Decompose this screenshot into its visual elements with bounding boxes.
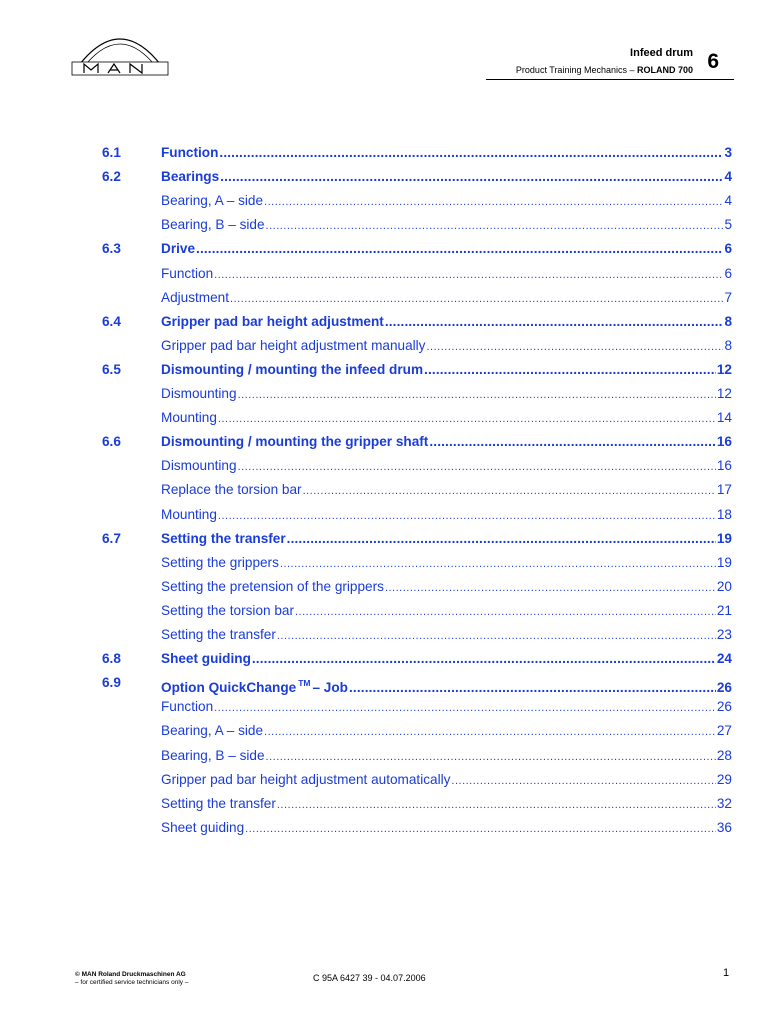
toc-page-number: 18	[716, 506, 732, 522]
toc-dot-leader	[426, 337, 723, 357]
toc-entry-label-text: Gripper pad bar height adjustment automatically	[161, 771, 451, 787]
toc-entry-label-text: Gripper pad bar height adjustment	[161, 313, 384, 329]
toc-entry-label-suffix: – Job	[312, 680, 348, 696]
toc-section-number: 6.4	[102, 313, 121, 329]
toc-dot-leader	[451, 771, 715, 791]
toc-entry-label-text: Dismounting / mounting the gripper shaft	[161, 434, 429, 450]
toc-dot-leader	[219, 143, 723, 163]
toc-entry[interactable]	[0, 312, 768, 332]
toc-entry-label	[161, 818, 244, 838]
toc-section-number: 6.9	[102, 675, 121, 691]
toc-entry-label	[161, 408, 217, 428]
toc-dot-leader	[303, 481, 716, 501]
toc-entry-body	[161, 456, 732, 477]
toc-entry-label-text: Dismounting	[161, 386, 237, 401]
toc-entry-body	[161, 384, 732, 405]
toc-entry-label	[161, 746, 265, 766]
toc-entry-label	[161, 625, 276, 645]
toc-page-number: 16	[716, 434, 732, 450]
toc-page-number: 29	[716, 771, 732, 787]
toc-page-number: 19	[716, 554, 732, 570]
toc-entry[interactable]	[0, 191, 768, 211]
toc-entry[interactable]	[0, 215, 768, 235]
toc-entry-label-text: Setting the transfer	[161, 795, 276, 811]
toc-entry[interactable]	[0, 456, 768, 476]
toc-entry-body	[161, 408, 732, 429]
toc-entry-body	[161, 673, 732, 698]
footer-copyright-line2: – for certified service technicians only –	[75, 979, 189, 986]
toc-entry-label-text: Adjustment	[161, 289, 230, 305]
toc-page-number: 12	[716, 386, 732, 401]
toc-entry-label	[161, 673, 348, 698]
trademark-superscript: TM	[298, 678, 311, 689]
man-logo	[70, 28, 170, 78]
toc-entry[interactable]	[0, 746, 768, 766]
toc-entry-label-text: Sheet guiding	[161, 651, 251, 667]
toc-entry[interactable]	[0, 625, 768, 645]
toc-section-number: 6.6	[102, 434, 121, 450]
toc-entry-body	[161, 191, 732, 212]
toc-page-number: 19	[716, 530, 732, 546]
toc-entry-label	[161, 384, 237, 404]
toc-entry[interactable]	[0, 336, 768, 356]
toc-dot-leader	[220, 167, 723, 187]
toc-entry[interactable]	[0, 770, 768, 790]
toc-dot-leader	[349, 678, 716, 698]
toc-entry-body	[161, 264, 732, 285]
toc-dot-leader	[385, 578, 716, 598]
toc-page-number: 7	[724, 289, 732, 305]
toc-entry[interactable]	[0, 288, 768, 308]
toc-entry-label	[161, 264, 213, 284]
toc-entry-label-text: Bearings	[161, 169, 220, 185]
toc-dot-leader	[238, 457, 716, 477]
toc-page-number: 23	[716, 627, 732, 642]
toc-entry-label-text: Replace the torsion bar	[161, 482, 302, 498]
toc-dot-leader	[295, 602, 716, 622]
header-rule	[486, 79, 734, 80]
toc-entry[interactable]	[0, 480, 768, 500]
toc-dot-leader	[266, 216, 724, 236]
toc-entry-label-text: Setting the transfer	[161, 627, 276, 642]
toc-page-number: 32	[716, 795, 732, 811]
toc-entry-body	[161, 553, 732, 574]
toc-page-number: 3	[724, 145, 732, 160]
toc-page-number: 26	[716, 699, 732, 715]
toc-entry-label	[161, 288, 229, 308]
toc-page-number: 6	[724, 265, 732, 281]
toc-entry-label-text: Setting the grippers	[161, 554, 279, 570]
toc-entry-label	[161, 336, 425, 356]
toc-page-number: 8	[724, 337, 732, 353]
toc-entry[interactable]	[0, 649, 768, 669]
toc-dot-leader	[277, 795, 716, 815]
toc-entry[interactable]	[0, 143, 768, 163]
toc-entry-body	[161, 601, 732, 622]
toc-entry-label-text: Bearing, B – side	[161, 217, 265, 233]
toc-dot-leader	[218, 506, 716, 526]
footer-copyright	[75, 971, 188, 987]
footer-doc-code: C 95A 6427 39 - 04.07.2006	[313, 973, 426, 983]
toc-entry[interactable]	[0, 505, 768, 525]
toc-dot-leader	[264, 722, 716, 742]
toc-entry-label-text: Bearing, A – side	[161, 723, 264, 739]
toc-entry-label	[161, 770, 450, 790]
footer-copyright-line1: © MAN Roland Druckmaschinen AG	[75, 971, 186, 978]
toc-page-number: 8	[724, 313, 732, 329]
toc-entry[interactable]	[0, 673, 768, 696]
toc-entry-label	[161, 505, 217, 525]
toc-page-number: 16	[716, 458, 732, 474]
toc-page-number: 17	[716, 482, 732, 498]
toc-page-number: 14	[716, 410, 732, 426]
toc-entry-label	[161, 794, 276, 814]
toc-section-number: 6.1	[102, 145, 121, 160]
toc-page-number: 36	[716, 819, 732, 835]
toc-entry-label-text: Drive	[161, 241, 196, 257]
toc-entry-body	[161, 529, 732, 549]
toc-entry[interactable]	[0, 529, 768, 549]
toc-dot-leader	[245, 819, 716, 839]
toc-entry[interactable]	[0, 553, 768, 573]
toc-entry-body	[161, 336, 732, 357]
toc-entry[interactable]	[0, 721, 768, 741]
toc-entry-body	[161, 625, 732, 646]
toc-entry-label-text: Dismounting	[161, 458, 237, 474]
toc-entry-label	[161, 553, 279, 573]
toc-entry-body	[161, 577, 732, 598]
toc-page-number: 27	[716, 723, 732, 739]
toc-entry[interactable]	[0, 601, 768, 621]
toc-dot-leader	[424, 360, 716, 380]
toc-entry-body	[161, 697, 732, 718]
toc-entry-body	[161, 432, 732, 452]
toc-entry-label-text: Function	[161, 699, 214, 715]
toc-dot-leader	[277, 626, 716, 646]
toc-dot-leader	[287, 529, 716, 549]
toc-entry-body	[161, 215, 732, 236]
toc-entry-label-text: Mounting	[161, 506, 217, 522]
toc-entry[interactable]	[0, 818, 768, 838]
toc-page-number: 5	[724, 217, 732, 233]
toc-entry-body	[161, 480, 732, 501]
toc-page-number: 4	[724, 193, 732, 209]
toc-section-number: 6.3	[102, 241, 121, 257]
toc-entry-label	[161, 721, 263, 741]
header-subtitle	[516, 65, 693, 75]
toc-entry[interactable]	[0, 697, 768, 717]
toc-dot-leader	[252, 649, 716, 669]
toc-entry-label-text: Option QuickChange	[161, 680, 297, 696]
toc-entry[interactable]	[0, 577, 768, 597]
toc-dot-leader	[214, 265, 723, 285]
toc-page-number: 24	[716, 651, 732, 667]
toc-entry-label-text: Setting the pretension of the grippers	[161, 578, 384, 594]
toc-entry-label-text: Setting the torsion bar	[161, 602, 294, 618]
toc-entry[interactable]	[0, 167, 768, 187]
toc-entry-label	[161, 649, 251, 669]
toc-entry-body	[161, 505, 732, 526]
toc-page-number: 21	[716, 602, 732, 618]
toc-page-number: 4	[724, 169, 732, 185]
toc-entry-label-text: Gripper pad bar height adjustment manually	[161, 337, 426, 353]
toc-entry-body	[161, 770, 732, 791]
toc-page-number: 6	[724, 241, 732, 257]
toc-entry-label	[161, 143, 218, 163]
toc-entry-label	[161, 215, 265, 235]
toc-entry-body	[161, 143, 732, 163]
toc-entry[interactable]	[0, 264, 768, 284]
toc-entry-label	[161, 432, 428, 452]
toc-dot-leader	[218, 409, 716, 429]
toc-entry-label-text: Bearing, A – side	[161, 193, 264, 209]
toc-entry-label-text: Mounting	[161, 410, 217, 426]
toc-section-number: 6.7	[102, 530, 121, 546]
toc-entry[interactable]	[0, 384, 768, 404]
toc-entry-label	[161, 529, 286, 549]
toc-page-number: 12	[716, 361, 732, 377]
toc-entry[interactable]	[0, 432, 768, 452]
toc-entry-body	[161, 746, 732, 767]
toc-entry-label-text: Function	[161, 265, 214, 281]
toc-entry-label	[161, 167, 219, 187]
toc-entry-body	[161, 312, 732, 332]
toc-page-number: 20	[716, 578, 732, 594]
toc-entry-body	[161, 794, 732, 815]
toc-entry-body	[161, 721, 732, 742]
toc-dot-leader	[214, 698, 716, 718]
toc-page-number: 28	[716, 747, 732, 763]
chapter-number: 6	[707, 50, 719, 73]
toc-entry-label-text: Sheet guiding	[161, 819, 245, 835]
toc-entry[interactable]	[0, 408, 768, 428]
toc-entry-label-text: Function	[161, 145, 219, 160]
toc-entry-body	[161, 360, 732, 380]
toc-entry-label	[161, 577, 384, 597]
toc-entry-label	[161, 697, 213, 717]
toc-entry-label	[161, 456, 237, 476]
toc-dot-leader	[429, 432, 716, 452]
toc-entry[interactable]	[0, 794, 768, 814]
toc-dot-leader	[385, 312, 724, 332]
footer-page-number: 1	[723, 967, 730, 979]
toc-entry-label	[161, 480, 302, 500]
header-subtitle-prefix: Product Training Mechanics –	[515, 65, 637, 75]
toc-dot-leader	[266, 747, 716, 767]
toc-entry-label	[161, 360, 423, 380]
toc-entry[interactable]	[0, 360, 768, 380]
toc-dot-leader	[230, 289, 723, 309]
toc-dot-leader	[196, 239, 723, 259]
header-subtitle-model: ROLAND 700	[636, 65, 693, 75]
toc-entry-body	[161, 239, 732, 259]
toc-dot-leader	[280, 554, 716, 574]
toc-entry-label	[161, 239, 195, 259]
toc-entry-label	[161, 191, 263, 211]
toc-entry-body	[161, 818, 732, 839]
toc-dot-leader	[264, 192, 723, 212]
toc-section-number: 6.2	[102, 169, 121, 185]
toc-entry-label-text: Setting the transfer	[161, 530, 286, 546]
toc-entry-body	[161, 649, 732, 669]
header-title: Infeed drum	[630, 47, 693, 59]
toc-entry-body	[161, 288, 732, 309]
toc-entry-label	[161, 601, 294, 621]
toc-entry-label-text: Dismounting / mounting the infeed drum	[161, 361, 424, 377]
toc-entry[interactable]	[0, 239, 768, 259]
toc-section-number: 6.5	[102, 361, 121, 377]
toc-page-number: 26	[716, 680, 732, 696]
toc-entry-body	[161, 167, 732, 187]
toc-entry-label-text: Bearing, B – side	[161, 747, 265, 763]
toc-section-number: 6.8	[102, 651, 121, 667]
toc-dot-leader	[238, 385, 716, 405]
toc-entry-label	[161, 312, 384, 332]
